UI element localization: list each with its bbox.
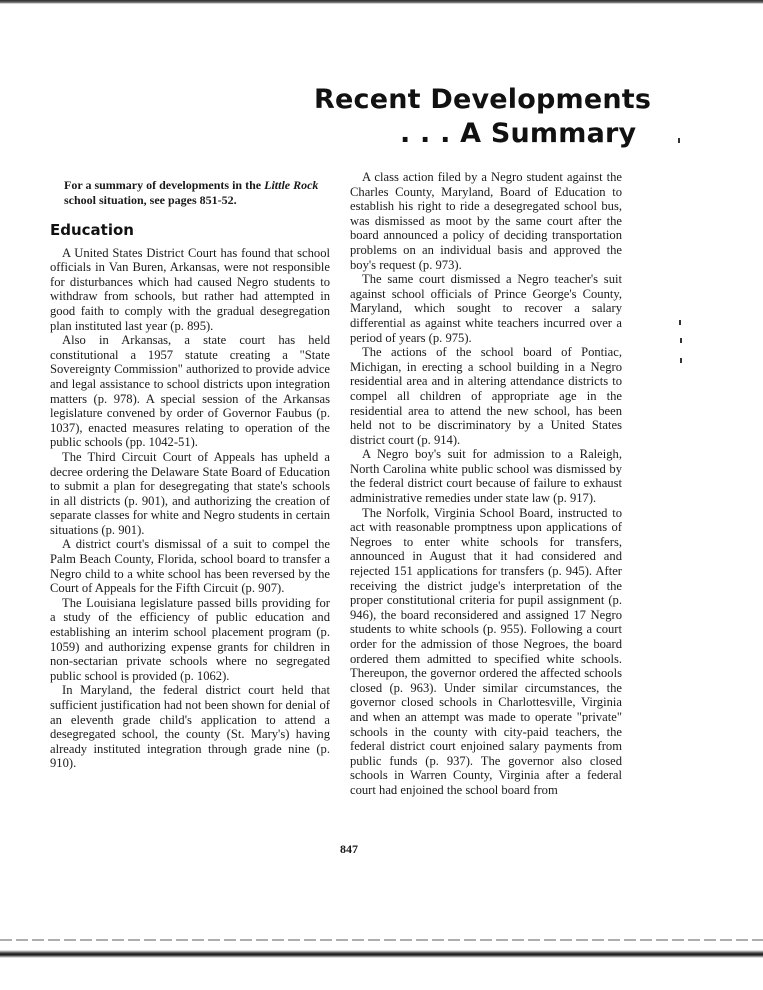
right-paragraph: The actions of the school board of Pontiac, Michigan, in erecting a school building in a Negro residential area and in altering attendance districts to compel all children of appropriate age in the residential area to attend the new school, has been held not to be discriminatory by a United States district court (p. 914). xyxy=(350,345,622,447)
right-paragraph: The Norfolk, Virginia School Board, instructed to act with reasonable promptness upon applications of Negroes to enter white schools for transfers, announced in August that it had considered and rejected 151 applications for transfers (p. 945). After receiving the district judge's interpretation of the proper constitutional criteria for pupil assignment (p. 946), the board reconsidered and assigned 17 Negro students to white schools (p. 955). Following a court order for the admission of those Negroes, the board ordered them admitted to specified white schools. Thereupon, the governor ordered the affected schools closed (p. 963). Under similar circumstances, the governor closed schools in Charlottesville, Virginia and when an attempt was made to operate "private" schools in the county with city-paid teachers, the federal district court enjoined salary payments from public funds (p. 937). The governor also closed schools in Warren County, Virginia after a federal court had enjoined the school board from xyxy=(350,505,622,797)
note-prefix: For a summary of developments in the xyxy=(64,178,262,192)
left-paragraph: In Maryland, the federal district court held that sufficient justification had not been shown for denial of an eleventh grade child's application to attend a desegregated school, the county (St. Mary's) having already instituted integration through grade nine (p. 910). xyxy=(50,683,330,771)
right-paragraph: A class action filed by a Negro student against the Charles County, Maryland, Board of Education to establish his right to ride a desegregated school bus, was dismissed as moot by the same court after the board announced a policy of deciding transportation problems on an individual basis and approved the boy's request (p. 973). xyxy=(350,170,622,272)
scan-edge-bottom xyxy=(0,950,763,958)
left-paragraph: A district court's dismissal of a suit to compel the Palm Beach County, Florida, school board to transfer a Negro child to a white school has been reversed by the Court of Appeals for the Fifth Circuit (p. 907). xyxy=(50,537,330,596)
margin-speck xyxy=(680,358,682,363)
scan-edge-top xyxy=(0,0,763,4)
right-column xyxy=(350,170,622,798)
margin-speck xyxy=(678,138,680,143)
left-paragraph: The Louisiana legislature passed bills providing for a study of the efficiency of public education and establishing an interim school placement program (p. 1059) and authorizing expense grants for children in non-sectarian private schools where no segregated public school is provided (p. 1062). xyxy=(50,595,330,683)
margin-speck xyxy=(679,320,681,325)
section-heading-education: Education xyxy=(50,221,134,239)
page-title-line-1: Recent Developments xyxy=(314,84,652,115)
left-paragraph: A United States District Court has found that school officials in Van Buren, Arkansas, were not responsible for disturbances which had caused Negro students to withdraw from schools, but rather had attempted in good faith to comply with the gradual desegregation plan instituted last year (p. 895). xyxy=(50,245,330,333)
left-paragraph: The Third Circuit Court of Appeals has upheld a decree ordering the Delaware State Board of Education to submit a plan for desegregating that state's schools in all districts (p. 901), and authorizing the creation of separate classes for white and Negro students in certain situations (p. 901). xyxy=(50,449,330,537)
left-column xyxy=(50,178,330,771)
right-paragraph: A Negro boy's suit for admission to a Raleigh, North Carolina white public school was dismissed by the federal district court because of failure to exhaust administrative remedies under state law (p. 917). xyxy=(350,447,622,506)
note-suffix: school situation, see pages 851-52. xyxy=(64,193,237,207)
page-number: 847 xyxy=(340,842,358,856)
little-rock-note xyxy=(50,178,330,208)
scan-line-bottom xyxy=(0,939,763,941)
margin-speck xyxy=(680,338,682,343)
note-emph: Little Rock xyxy=(264,178,319,192)
right-paragraph: The same court dismissed a Negro teacher's suit against school officials of Prince George's County, Maryland, which sought to recover a salary differential as against white teachers incurred over a period of years (p. 975). xyxy=(350,272,622,345)
page-title-line-2: . . . A Summary xyxy=(400,118,637,149)
left-paragraph: Also in Arkansas, a state court has held constitutional a 1957 statute creating a "State Sovereignty Commission" authorized to provide advice and legal assistance to school districts upon integration matters (p. 978). A special session of the Arkansas legislature convened by order of Governor Faubus (p. 1037), enacted measures relating to operation of the public schools (pp. 1042-51). xyxy=(50,333,330,450)
